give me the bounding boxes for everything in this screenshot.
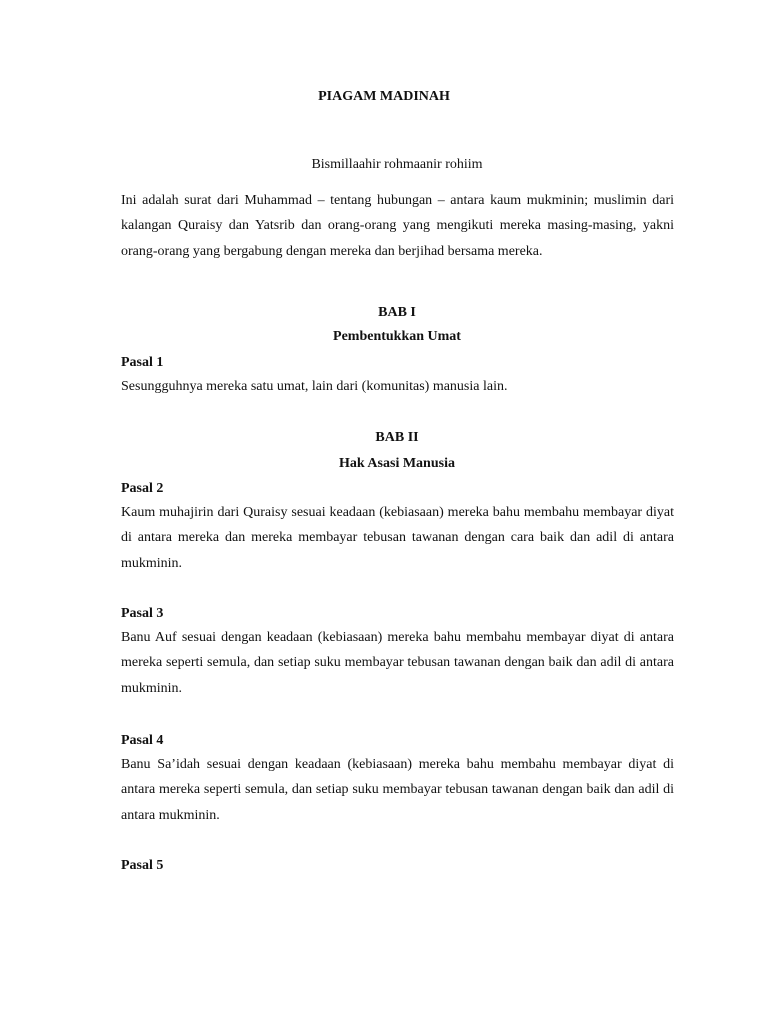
basmalah: Bismillaahir rohmaanir rohiim [311,157,483,172]
pasal-1-title: Pasal 1 [121,355,164,370]
chapter-2-title: BAB II [375,430,419,445]
chapter-1-title: BAB I [378,305,416,320]
pasal-2-title: Pasal 2 [121,481,164,496]
chapter-1-heading: Pembentukkan Umat [333,329,461,344]
pasal-3-title: Pasal 3 [121,606,164,621]
pasal-3-text: Banu Auf sesuai dengan keadaan (kebiasaan) mereka bahu membahu membayar diyat di antara mereka seperti semula, dan setiap suku membayar tebusan tawanan dengan baik dan adil di antara mukminin. [121,630,674,696]
pasal-4-text: Banu Sa’idah sesuai dengan keadaan (kebiasaan) mereka bahu membahu membayar diyat di antara mereka seperti semula, dan setiap suku membayar tebusan tawanan dengan baik dan adil di antara mukminin. [121,757,674,823]
chapter-2-heading: Hak Asasi Manusia [339,456,455,471]
pasal-5-title: Pasal 5 [121,858,164,873]
intro-paragraph: Ini adalah surat dari Muhammad – tentang hubungan – antara kaum mukminin; muslimin dari kalangan Quraisy dan Yatsrib dan orang-orang yang mengikuti mereka masing-masing, yakni orang-orang yang bergabung dengan mereka dan berjihad bersama mereka. [121,193,674,259]
pasal-4-title: Pasal 4 [121,733,164,748]
document-title: PIAGAM MADINAH [318,89,450,104]
pasal-1-text: Sesungguhnya mereka satu umat, lain dari (komunitas) manusia lain. [121,379,508,394]
pasal-2-text: Kaum muhajirin dari Quraisy sesuai keadaan (kebiasaan) mereka bahu membahu membayar diyat di antara mereka dan mereka membayar tebusan tawanan dengan cara baik dan adil di antara mukminin. [121,505,674,571]
